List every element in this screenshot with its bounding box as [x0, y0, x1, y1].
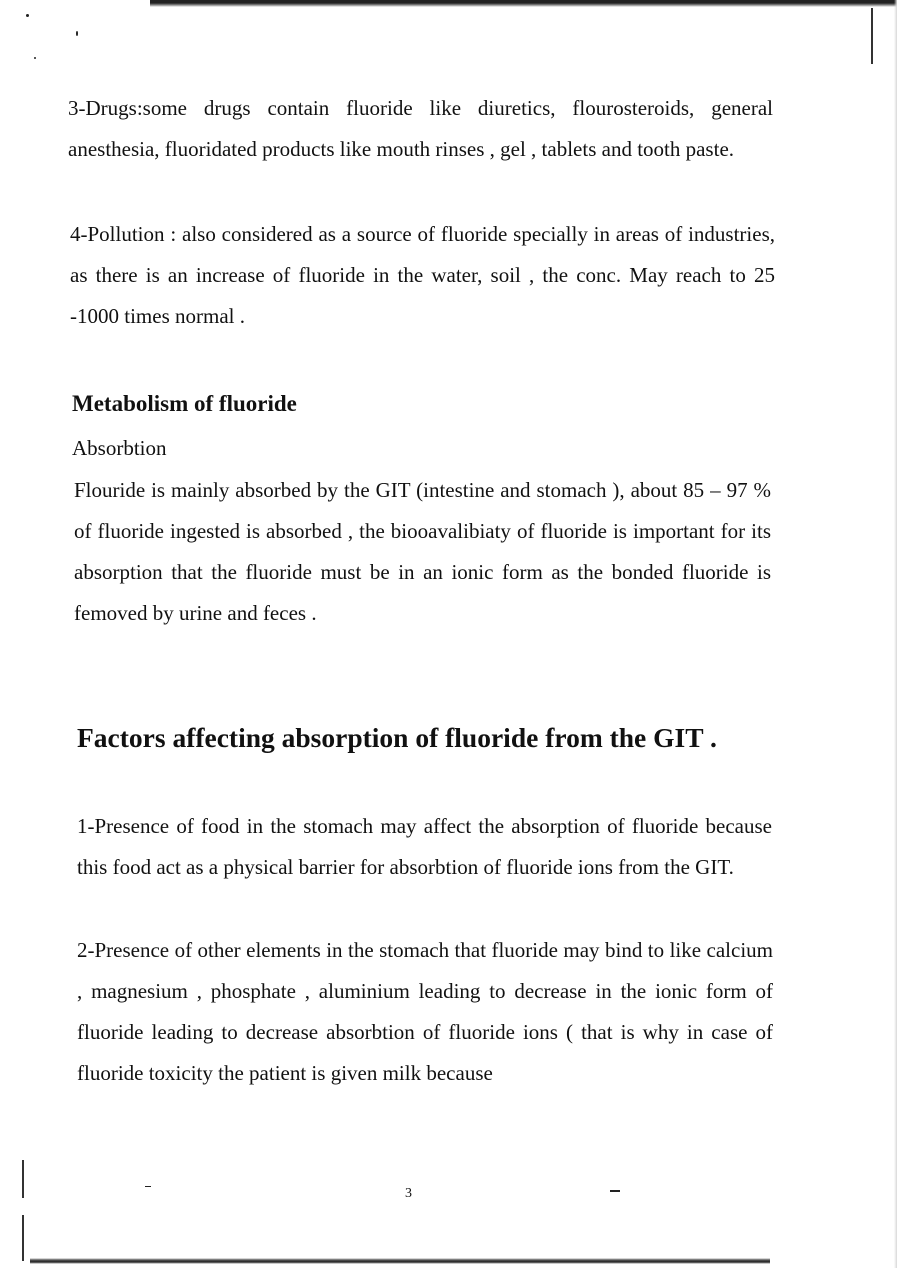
heading-factors: Factors affecting absorption of fluoride from the GIT . — [77, 722, 717, 753]
scan-speck — [26, 14, 29, 17]
scan-mark-left-lower — [22, 1215, 24, 1261]
scan-speck — [34, 57, 36, 59]
page-number: 3 — [405, 1186, 412, 1201]
scan-speck — [76, 31, 78, 36]
paragraph-factor-elements: 2-Presence of other elements in the stomach that fluoride may bind to like calcium , magnesium , phosphate , aluminium leading to decrease in the ionic form of fluoride leading to decrease absorbtion of fluoride ions ( that is why in case of fluoride toxicity the patient is given milk because — [77, 938, 773, 1085]
subheading-absorbtion: Absorbtion — [72, 436, 167, 460]
paragraph-pollution: 4-Pollution : also considered as a source of fluoride specially in areas of industries, as there is an increase of fluoride in the water, soil , the conc. May reach to 25 -1000 times normal . — [70, 222, 775, 328]
heading-metabolism: Metabolism of fluoride — [72, 391, 297, 416]
paragraph-drugs: 3-Drugs:some drugs contain fluoride like diuretics, flourosteroids, general anesthesia, fluoridated products like mouth rinses , gel , tablets and tooth paste. — [68, 96, 773, 161]
scan-border-bottom — [30, 1258, 770, 1264]
scan-mark-right — [871, 8, 873, 64]
scan-border-top — [150, 0, 897, 7]
paragraph-factor-food: 1-Presence of food in the stomach may affect the absorption of fluoride because this food act as a physical barrier for absorbtion of fluoride ions from the GIT. — [77, 814, 772, 879]
scan-mark-left-upper — [22, 1160, 24, 1198]
paragraph-absorption: Flouride is mainly absorbed by the GIT (intestine and stomach ), about 85 – 97 % of fluoride ingested is absorbed , the biooavalibiaty of fluoride is important for its absorption that the fluoride must be in an ionic form as the bonded fluoride is femoved by urine and feces . — [74, 478, 771, 625]
scan-speck — [145, 1186, 151, 1187]
scan-speck — [610, 1190, 620, 1192]
